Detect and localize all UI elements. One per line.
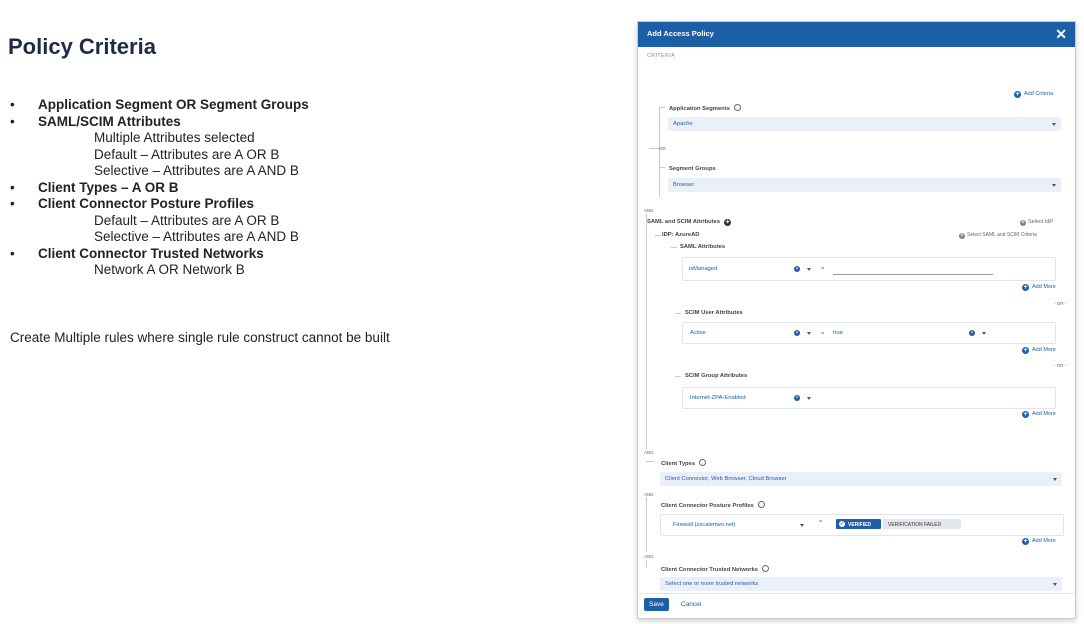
idp-label: IDP: AzureAD: [662, 232, 700, 238]
tree-connector: [646, 560, 647, 568]
help-icon: [758, 501, 765, 508]
bullet-posture-profiles: • Client Connector Posture Profiles: [10, 196, 255, 211]
cancel-button[interactable]: Cancel: [681, 601, 702, 608]
tree-connector: [659, 107, 665, 108]
tree-connector: [659, 107, 660, 197]
chevron-down-icon: [1052, 184, 1056, 187]
saml-attributes-label: SAML Attributes: [680, 244, 726, 250]
chevron-down-icon[interactable]: [807, 397, 811, 400]
plus-icon: +: [1023, 538, 1028, 545]
and-operator: AND: [644, 492, 654, 497]
tree-connector: [659, 167, 665, 168]
sub-bullet: Default – Attributes are A OR B: [94, 146, 280, 162]
dialog-footer: [638, 593, 1075, 618]
plus-icon: +: [1023, 347, 1028, 354]
add-access-policy-dialog: [638, 22, 1075, 618]
bullet-client-types: • Client Types – A OR B: [10, 179, 179, 195]
saml-value-input[interactable]: [833, 274, 993, 275]
scim-group-attributes-label: SCIM Group Attributes: [685, 373, 748, 379]
add-more-posture-button[interactable]: + Add More: [1023, 538, 1056, 545]
chevron-down-icon: [1053, 583, 1057, 586]
help-icon: [762, 565, 769, 572]
slide-title: Policy Criteria: [8, 34, 156, 59]
and-operator: AND: [644, 208, 654, 213]
tree-connector: [655, 235, 661, 236]
clear-icon[interactable]: ×: [795, 395, 799, 401]
dialog-header: [638, 22, 1075, 47]
select-idp-button[interactable]: + Select IdP: [1021, 219, 1054, 226]
tree-connector: [675, 313, 681, 314]
tree-connector: [646, 461, 654, 462]
criteria-body: [643, 61, 1070, 593]
plus-icon: +: [1015, 91, 1020, 98]
application-segments-label: Application Segments: [669, 104, 741, 112]
scim-user-attribute-value: true: [833, 330, 843, 336]
criteria-bullet-list: [10, 97, 570, 279]
select-saml-scim-criteria-button[interactable]: + Select SAML and SCIM Criteria: [960, 232, 1037, 239]
help-icon: [734, 104, 741, 111]
or-separator: - OR -: [1054, 363, 1067, 368]
chevron-down-icon[interactable]: [807, 332, 811, 335]
segment-groups-select[interactable]: Browser: [668, 178, 1061, 192]
sub-bullet: Selective – Attributes are A AND B: [94, 163, 299, 178]
check-icon: ✓: [839, 521, 845, 527]
close-icon[interactable]: ✕: [1055, 26, 1067, 42]
plus-icon: +: [1021, 220, 1025, 226]
clear-icon[interactable]: ×: [795, 266, 799, 272]
posture-profile-row: [660, 514, 1064, 536]
saml-scim-attributes-label: SAML and SCIM Attributes +: [647, 219, 730, 226]
add-more-saml-button[interactable]: + Add More: [1023, 284, 1056, 291]
bullet-trusted-networks: • Client Connector Trusted Networks: [10, 245, 264, 261]
client-types-label: Client Types: [661, 459, 706, 467]
clear-icon[interactable]: ×: [795, 330, 799, 336]
posture-profile-value[interactable]: Firewall (zscalertwo.net): [673, 522, 736, 528]
help-icon: [699, 459, 706, 466]
clear-icon[interactable]: ×: [970, 330, 974, 336]
chevron-down-icon[interactable]: [807, 268, 811, 271]
segment-groups-label: Segment Groups: [669, 166, 716, 172]
or-separator: - OR -: [1054, 301, 1067, 306]
scim-group-attribute-row: [682, 387, 1056, 409]
tree-connector: [671, 247, 677, 248]
tree-connector: [646, 497, 647, 552]
trusted-networks-label: Client Connector Trusted Networks: [661, 565, 769, 573]
client-types-select[interactable]: Client Connector, Web Browser, Cloud Browser: [660, 472, 1062, 486]
add-criteria-button[interactable]: + Add Criteria: [1015, 91, 1054, 98]
or-operator: OR: [659, 146, 666, 151]
chevron-down-icon: [1053, 478, 1057, 481]
verification-failed-toggle[interactable]: VERIFICATION FAILED: [883, 519, 961, 529]
and-operator: AND: [644, 554, 654, 559]
add-more-scim-user-button[interactable]: + Add More: [1023, 347, 1056, 354]
sub-bullet: Default – Attributes are A OR B: [94, 212, 280, 228]
sub-bullet: Network A OR Network B: [94, 262, 245, 277]
verified-toggle[interactable]: ✓ VERIFIED: [836, 519, 881, 529]
dialog-title: Add Access Policy: [647, 29, 714, 38]
add-more-scim-group-button[interactable]: + Add More: [1023, 411, 1056, 418]
plus-icon: +: [725, 219, 730, 226]
tree-connector: [649, 148, 659, 149]
trusted-networks-select[interactable]: Select one or more trusted networks: [660, 577, 1062, 591]
equals-operator: =: [821, 266, 825, 272]
plus-icon: +: [1023, 284, 1028, 291]
sub-bullet: Multiple Attributes selected: [94, 130, 255, 145]
chevron-down-icon[interactable]: [800, 524, 804, 527]
and-operator: AND: [644, 450, 654, 455]
save-button[interactable]: Save: [644, 598, 669, 611]
criteria-label: CRITERIA: [647, 53, 676, 59]
application-segments-select[interactable]: Apache: [668, 117, 1061, 131]
saml-attribute-name: isManaged: [689, 266, 718, 272]
plus-icon: +: [1023, 411, 1028, 418]
bullet-app-segment: • Application Segment OR Segment Groups: [10, 97, 309, 112]
scim-user-attribute-name: Active: [690, 330, 706, 336]
slide-footer-note: Create Multiple rules where single rule construct cannot be built: [10, 330, 390, 345]
chevron-down-icon: [1052, 123, 1056, 126]
bullet-saml-scim: • SAML/SCIM Attributes: [10, 113, 181, 129]
saml-attribute-row: [682, 257, 1056, 281]
sub-bullet: Selective – Attributes are A AND B: [94, 229, 299, 244]
scim-user-attribute-row: [682, 322, 1056, 344]
plus-icon: +: [960, 233, 964, 239]
scim-user-attributes-label: SCIM User Attributes: [685, 310, 743, 316]
equals-operator: =: [821, 331, 825, 337]
posture-profiles-label: Client Connector Posture Profiles: [661, 501, 765, 509]
tree-connector: [646, 214, 647, 450]
scim-group-attribute-name: Internet-ZPA-Enabled: [690, 395, 746, 401]
tree-connector: [675, 376, 681, 377]
chevron-down-icon[interactable]: [982, 332, 986, 335]
equals-operator: =: [819, 519, 823, 525]
